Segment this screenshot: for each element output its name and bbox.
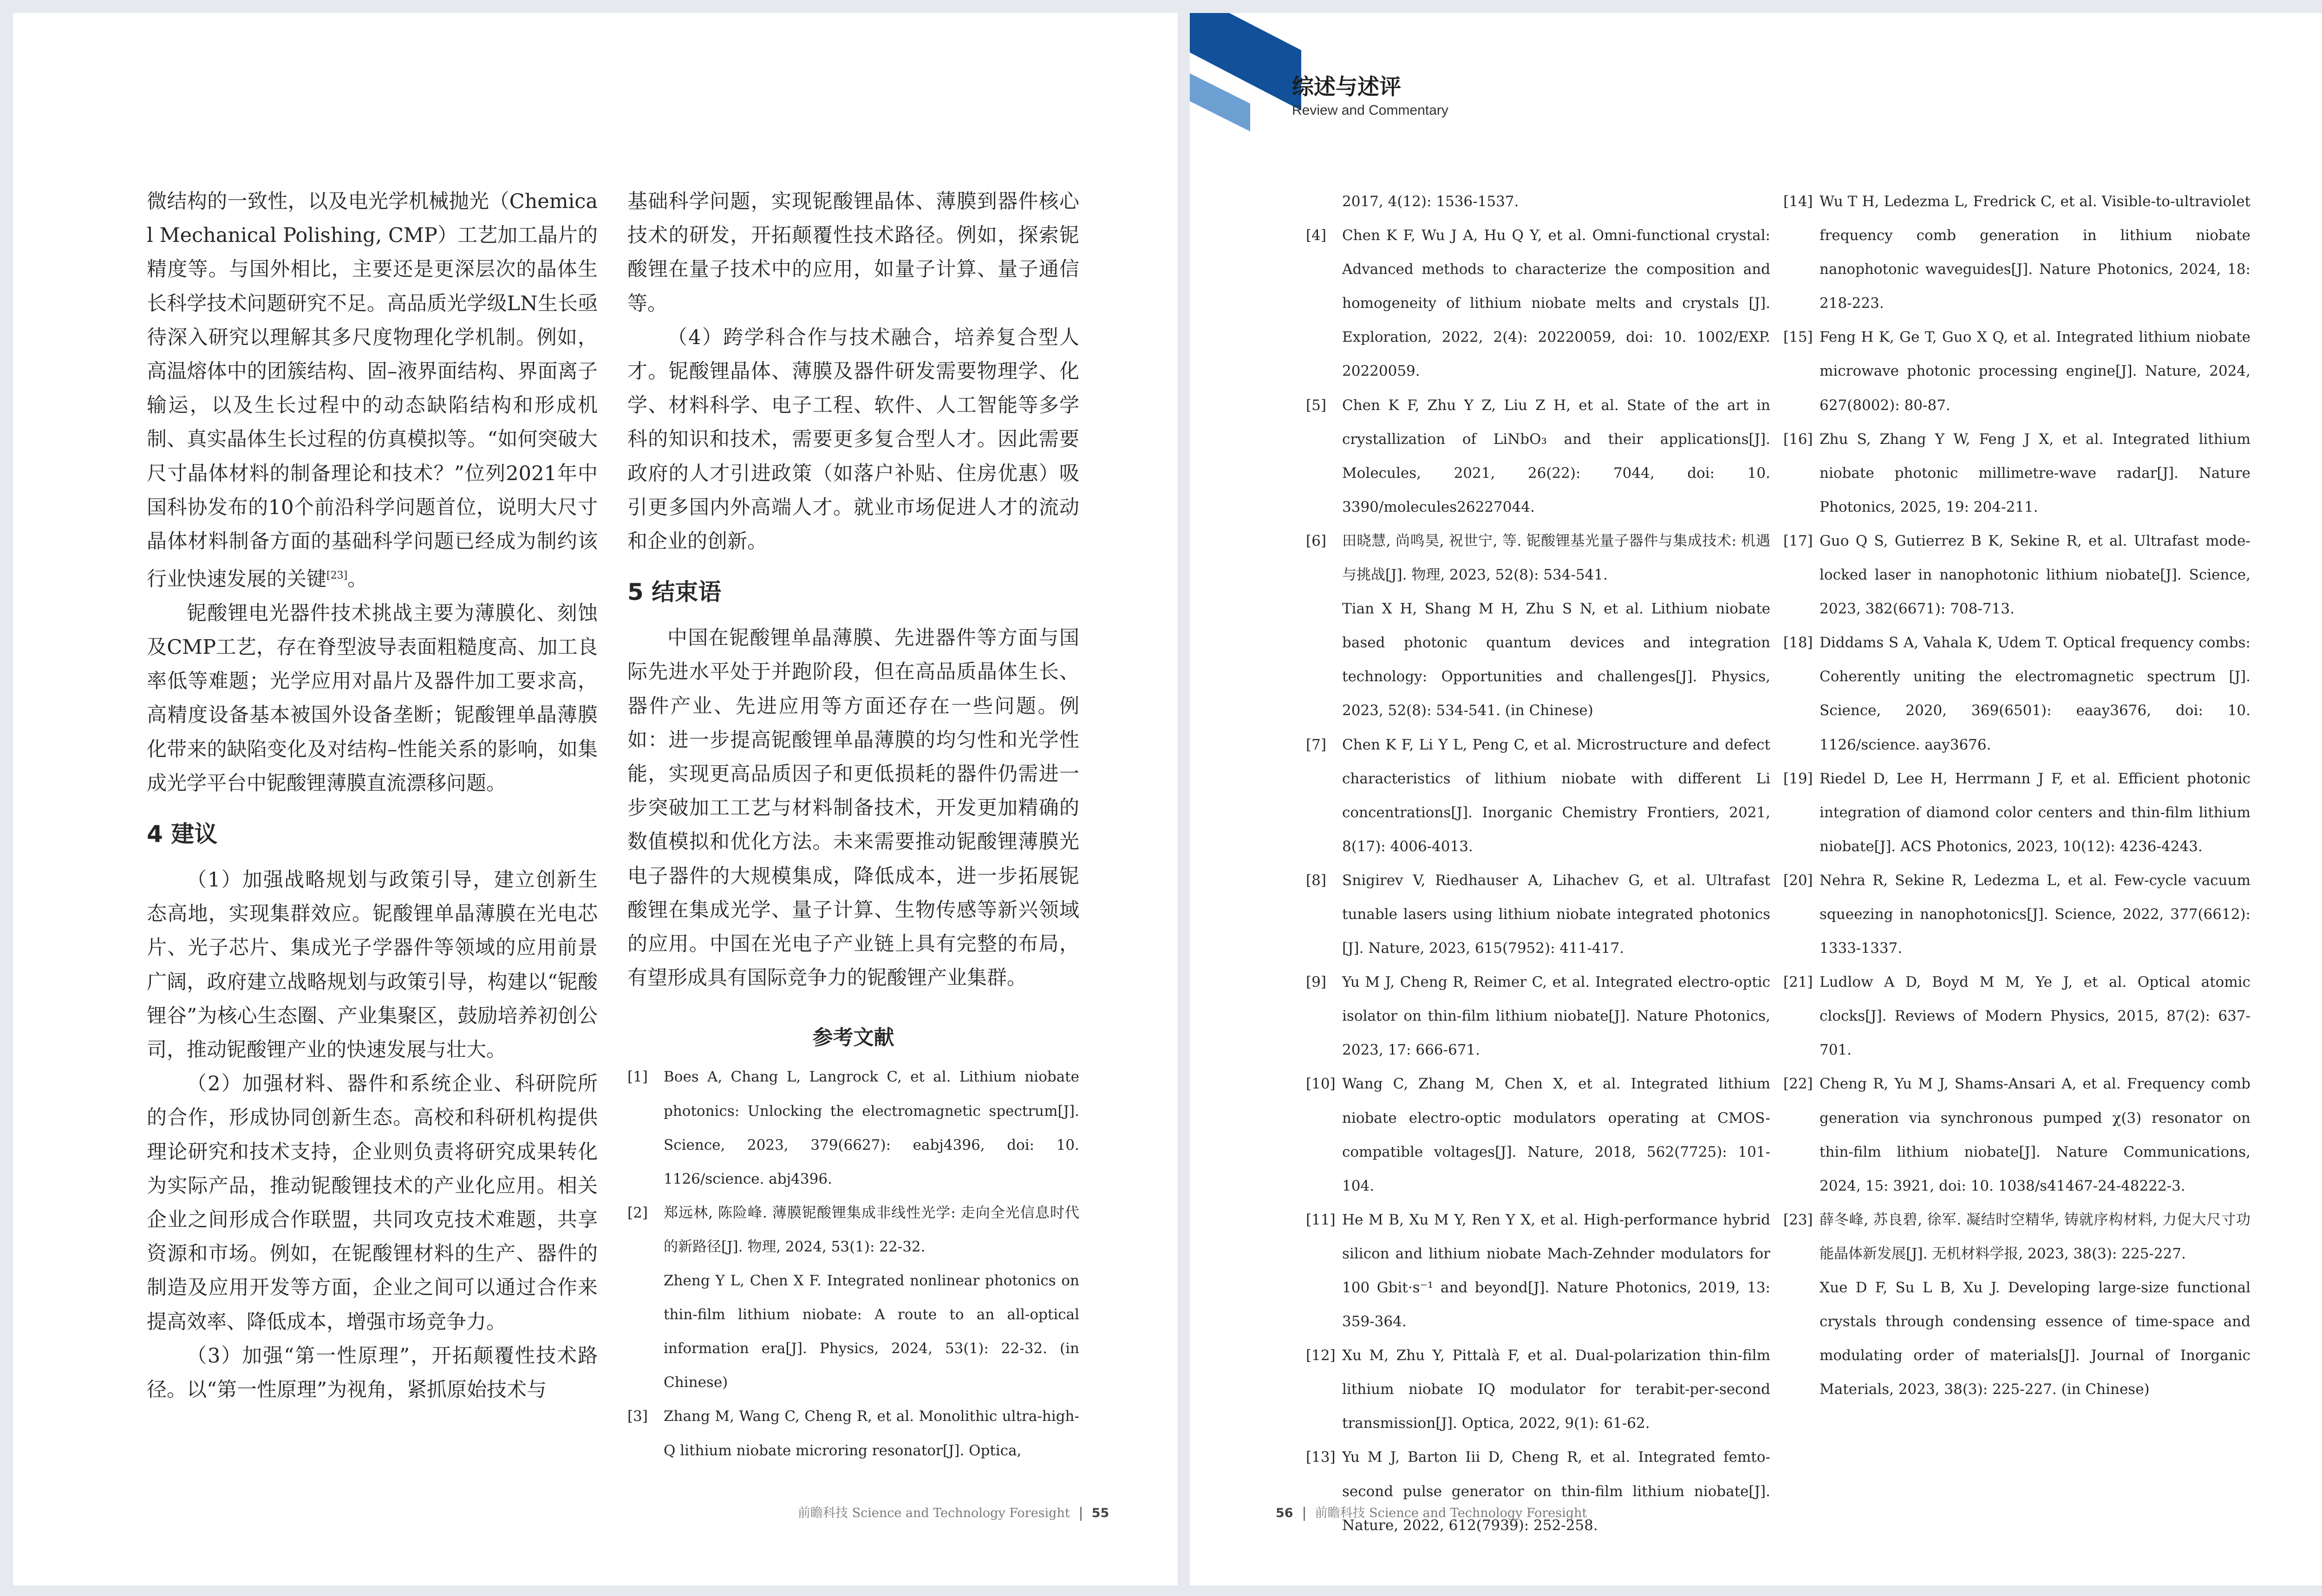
reference-number: [20] <box>1783 872 1813 889</box>
reference-number: [17] <box>1783 532 1813 549</box>
section-title-cn: 综述与述评 <box>1292 74 1401 100</box>
reference-number: [13] <box>1306 1449 1336 1466</box>
reference-text <box>1342 864 1770 965</box>
reference-line: Yu M J, Cheng R, Reimer C, et al. Integrated electro-optic isolator on thin-film lithium niobate[J]. Nature Photonics, 2023, 17: 666-671. <box>1342 974 1770 1059</box>
reference-item <box>1783 524 2250 626</box>
reference-number: [9] <box>1306 974 1326 991</box>
reference-number: [14] <box>1783 193 1813 210</box>
footer-divider <box>1304 1507 1305 1521</box>
reference-number: [6] <box>1306 532 1326 549</box>
paragraph: （4）跨学科合作与技术融合，培养复合型人才。铌酸锂晶体、薄膜及器件研发需要物理学、化学、材料科学、电子工程、软件、人工智能等多学科的知识和技术，需要更多复合型人才。因此需要政府的人才引进政策（如落户补贴、住房优惠）吸引更多国内外高端人才。就业市场促进人才的流动和企业的创新。 <box>627 326 1079 554</box>
reference-item <box>1306 389 1770 524</box>
reference-item <box>627 1196 1079 1400</box>
reference-item <box>1306 219 1770 388</box>
reference-line: Riedel D, Lee H, Herrmann J F, et al. Efficient photonic integration of diamond color centers and thin-film lithium niobate[J]. ACS Photonics, 2023, 10(12): 4236-4243. <box>1820 770 2250 855</box>
reference-number: [23] <box>1783 1211 1813 1228</box>
reference-item <box>1306 1203 1770 1339</box>
reference-line: 薛冬峰, 苏良碧, 徐军. 凝结时空精华, 铸就序构材料, 力促大尺寸功能晶体新发展[J]. 无机材料学报, 2023, 38(3): 225-227. <box>1820 1211 2250 1262</box>
reference-item <box>1306 864 1770 965</box>
reference-line: Tian X H, Shang M H, Zhu S N, et al. Lithium niobate based photonic quantum devices and integration technology: Opportunities and challenges[J]. Physics, 2023, 52(8): 534-541. (in Chinese) <box>1342 600 1770 719</box>
reference-text <box>664 1196 1079 1400</box>
reference-item <box>1783 423 2250 524</box>
reference-line: 郑远林, 陈险峰. 薄膜铌酸锂集成非线性光学: 走向全光信息时代的新路径[J]. 物理, 2024, 53(1): 22-32. <box>664 1204 1079 1255</box>
reference-item <box>627 1060 1079 1196</box>
reference-text <box>1820 185 2250 320</box>
reference-text <box>1820 626 2250 762</box>
reference-text <box>1820 762 2250 864</box>
section-label <box>1292 73 1448 120</box>
page-number: 55 <box>1091 1506 1109 1520</box>
reference-line: Chen K F, Wu J A, Hu Q Y, et al. Omni-functional crystal: Advanced methods to characterize the composition and homogeneity of lithium niobate melts and crystals [J]. Exploration, 2022, 2(4): 20220059, doi: 10. 1002/EXP. 20220059. <box>1342 227 1770 380</box>
reference-line: Diddams S A, Vahala K, Udem T. Optical frequency combs: Coherently uniting the electromagnetic spectrum [J]. Science, 2020, 369(6501): eaay3676, doi: 10. 1126/science. aay3676. <box>1820 634 2250 753</box>
reference-text <box>1342 1339 1770 1440</box>
reference-line: Xue D F, Su L B, Xu J. Developing large-size functional crystals through condensing essence of time-space and modulating order of materials[J]. Journal of Inorganic Materials, 2023, 38(3): 225-227. (in Chinese) <box>1820 1279 2250 1398</box>
reference-line: Zhu S, Zhang Y W, Feng J X, et al. Integrated lithium niobate photonic millimetre-wave radar[J]. Nature Photonics, 2025, 19: 204-211. <box>1820 430 2250 515</box>
left-column-2 <box>627 185 1079 1468</box>
page-56 <box>1190 13 2322 1585</box>
reference-text <box>1342 185 1770 219</box>
reference-line: Xu M, Zhu Y, Pittalà F, et al. Dual-polarization thin-film lithium niobate IQ modulator for terabit-per-second transmission[J]. Optica, 2022, 9(1): 61-62. <box>1342 1347 1770 1432</box>
reference-item <box>1783 320 2250 422</box>
reference-list <box>1306 185 1770 1543</box>
reference-line: 2017, 4(12): 1536-1537. <box>1342 193 1519 210</box>
reference-text <box>1342 219 1770 388</box>
journal-name: 前瞻科技 Science and Technology Foresight <box>798 1506 1070 1520</box>
reference-text <box>664 1400 1079 1467</box>
reference-text <box>1342 389 1770 524</box>
page-footer <box>1276 1503 1587 1521</box>
reference-number: [3] <box>627 1408 648 1425</box>
page-number: 56 <box>1276 1506 1293 1520</box>
reference-item <box>1783 1067 2250 1203</box>
reference-text <box>1342 965 1770 1067</box>
reference-text <box>1342 1440 1770 1542</box>
reference-line: Feng H K, Ge T, Guo X Q, et al. Integrated lithium niobate microwave photonic processing engine[J]. Nature, 2024, 627(8002): 80-87. <box>1820 329 2250 414</box>
reference-number: [4] <box>1306 227 1326 244</box>
reference-number: [18] <box>1783 634 1813 651</box>
paragraph: 中国在铌酸锂单晶薄膜、先进器件等方面与国际先进水平处于并跑阶段，但在高品质晶体生长、器件产业、先进应用等方面还存在一些问题。例如：进一步提高铌酸锂单晶薄膜的均匀性和光学性能，实现更高品质因子和更低损耗的器件仍需进一步突破加工工艺与材料制备技术，开发更加精确的数值模拟和优化方法。未来需要推动铌酸锂薄膜光电子器件的大规模集成，降低成本，进一步拓展铌酸锂在集成光学、量子计算、生物传感等新兴领域的应用。中国在光电子产业链上具有完整的布局，有望形成具有国际竞争力的铌酸锂产业集群。 <box>627 626 1079 990</box>
reference-number: [2] <box>627 1204 648 1221</box>
reference-number: [15] <box>1783 329 1813 346</box>
journal-name: 前瞻科技 Science and Technology Foresight <box>1315 1506 1587 1520</box>
reference-line: Zhang M, Wang C, Cheng R, et al. Monolithic ultra-high-Q lithium niobate microring resonator[J]. Optica, <box>664 1408 1079 1459</box>
reference-text <box>1342 728 1770 864</box>
reference-number: [21] <box>1783 974 1813 991</box>
reference-number: [19] <box>1783 770 1813 787</box>
reference-item <box>1783 864 2250 965</box>
reference-item <box>627 1400 1079 1467</box>
section-banner-logo <box>1190 13 1301 138</box>
reference-line: Zheng Y L, Chen X F. Integrated nonlinear photonics on thin-film lithium niobate: A route to an all-optical information era[J]. Physics, 2024, 53(1): 22-32. (in Chinese) <box>664 1272 1079 1391</box>
paragraph: 微结构的一致性，以及电光学机械抛光（Chemical Mechanical Polishing, CMP）工艺加工晶片的精度等。与国外相比，主要还是更深层次的晶体生长科学技术问题研究不足。高品质光学级LN生长亟待深入研究以理解其多尺度物理化学机制。例如，高温熔体中的团簇结构、固–液界面结构、界面离子输运，以及生长过程中的动态缺陷结构和形成机制、真实晶体生长过程的仿真模拟等。“如何突破大尺寸晶体材料的制备理论和技术？”位列2021年中国科协发布的10个前沿科学问题首位，说明大尺寸晶体材料制备方面的基础科学问题已经成为制约该行业快速发展的关键[23]。 <box>147 190 598 591</box>
reference-line: 田晓慧, 尚鸣昊, 祝世宁, 等. 铌酸锂基光量子器件与集成技术: 机遇与挑战[J]. 物理, 2023, 52(8): 534-541. <box>1342 532 1770 584</box>
reference-number: [12] <box>1306 1347 1336 1364</box>
reference-text <box>1820 965 2250 1067</box>
reference-item <box>1783 1203 2250 1407</box>
reference-text <box>1820 423 2250 524</box>
reference-item <box>1306 524 1770 728</box>
reference-number: [5] <box>1306 397 1326 414</box>
reference-number: [1] <box>627 1068 648 1086</box>
reference-number: [16] <box>1783 430 1813 448</box>
reference-line: Cheng R, Yu M J, Shams-Ansari A, et al. Frequency comb generation via synchronous pumped χ(3) resonator on thin-film lithium niobate[J]. Nature Communications, 2024, 15: 3921, doi: 10. 1038/s41467-24-48222-3. <box>1820 1075 2250 1194</box>
citation-superscript: [23] <box>326 570 348 582</box>
reference-line: Nehra R, Sekine R, Ledezma L, et al. Few-cycle vacuum squeezing in nanophotonics[J]. Science, 2022, 377(6612): 1333-1337. <box>1820 872 2250 957</box>
right-column-2 <box>1783 185 2250 1407</box>
left-column-1 <box>147 185 598 1407</box>
reference-line: Ludlow A D, Boyd M M, Ye J, et al. Optical atomic clocks[J]. Reviews of Modern Physics, 2015, 87(2): 637-701. <box>1820 974 2250 1059</box>
section-heading-4: 4 建议 <box>147 820 218 847</box>
paragraph: （3）加强“第一性原理”，开拓颠覆性技术路径。以“第一性原理”为视角，紧抓原始技术与 <box>147 1344 598 1402</box>
reference-number: [7] <box>1306 736 1326 753</box>
reference-item <box>1306 1067 1770 1203</box>
reference-item <box>1306 1339 1770 1440</box>
reference-line: Yu M J, Barton Iii D, Cheng R, et al. Integrated femto-second pulse generator on thin-film lithium niobate[J]. Nature, 2022, 612(7939): 252-258. <box>1342 1449 1770 1534</box>
section-heading-5: 5 结束语 <box>627 579 722 606</box>
reference-number: [10] <box>1306 1075 1336 1093</box>
reference-number: [8] <box>1306 872 1326 889</box>
reference-text <box>1342 1067 1770 1203</box>
reference-line: He M B, Xu M Y, Ren Y X, et al. High-performance hybrid silicon and lithium niobate Mach-Zehnder modulators for 100 Gbit·s⁻¹ and beyond[J]. Nature Photonics, 2019, 13: 359-364. <box>1342 1211 1770 1330</box>
reference-text <box>1820 864 2250 965</box>
right-column-1 <box>1306 185 1770 1543</box>
page-footer <box>798 1503 1109 1521</box>
reference-item <box>1783 626 2250 762</box>
reference-number: [11] <box>1306 1211 1336 1228</box>
reference-number <box>1306 185 1342 219</box>
footer-divider <box>1080 1507 1082 1521</box>
reference-list <box>627 1060 1079 1467</box>
banner-stripe-light <box>1190 73 1250 131</box>
reference-line: Wang C, Zhang M, Chen X, et al. Integrated lithium niobate electro-optic modulators operating at CMOS-compatible voltages[J]. Nature, 2018, 562(7725): 101-104. <box>1342 1075 1770 1194</box>
reference-item <box>1306 728 1770 864</box>
paragraph: （2）加强材料、器件和系统企业、科研院所的合作，形成协同创新生态。高校和科研机构提供理论研究和技术支持，企业则负责将研究成果转化为实际产品，推动铌酸锂技术的产业化应用。相关企业之间形成合作联盟，共同攻克技术难题，共享资源和市场。例如，在铌酸锂材料的生产、器件的制造及应用开发等方面，企业之间可以通过合作来提高效率、降低成本，增强市场竞争力。 <box>147 1072 598 1334</box>
reference-text <box>1342 524 1770 728</box>
reference-list <box>1783 185 2250 1407</box>
reference-text <box>664 1060 1079 1196</box>
reference-line: Snigirev V, Riedhauser A, Lihachev G, et al. Ultrafast tunable lasers using lithium niobate integrated photonics [J]. Nature, 2023, 615(7952): 411-417. <box>1342 872 1770 957</box>
reference-item <box>1783 965 2250 1067</box>
reference-text <box>1820 1067 2250 1203</box>
reference-text <box>1342 1203 1770 1339</box>
reference-line: Boes A, Chang L, Langrock C, et al. Lithium niobate photonics: Unlocking the electromagnetic spectrum[J]. Science, 2023, 379(6627): eabj4396, doi: 10. 1126/science. abj4396. <box>664 1068 1079 1187</box>
references-title: 参考文献 <box>812 1026 894 1050</box>
reference-item <box>1783 185 2250 320</box>
reference-item <box>1306 185 1770 219</box>
paragraph: （1）加强战略规划与政策引导，建立创新生态高地，实现集群效应。铌酸锂单晶薄膜在光电芯片、光子芯片、集成光子学器件等领域的应用前景广阔，政府建立战略规划与政策引导，构建以“铌酸锂谷”为核心生态圈、产业集聚区，鼓励培养初创公司，推动铌酸锂产业的快速发展与壮大。 <box>147 868 598 1062</box>
section-title-en: Review and Commentary <box>1292 103 1448 118</box>
reference-text <box>1820 524 2250 626</box>
reference-item <box>1306 965 1770 1067</box>
reference-line: Guo Q S, Gutierrez B K, Sekine R, et al. Ultrafast mode-locked laser in nanophotonic lithium niobate[J]. Science, 2023, 382(6671): 708-713. <box>1820 532 2250 618</box>
paragraph: 铌酸锂电光器件技术挑战主要为薄膜化、刻蚀及CMP工艺，存在脊型波导表面粗糙度高、加工良率低等难题；光学应用对晶片及器件加工要求高，高精度设备基本被国外设备垄断；铌酸锂单晶薄膜化带来的缺陷变化及对结构–性能关系的影响，如集成光学平台中铌酸锂薄膜直流漂移问题。 <box>147 601 598 795</box>
reference-line: Chen K F, Zhu Y Z, Liu Z H, et al. State of the art in crystallization of LiNbO₃ and their applications[J]. Molecules, 2021, 26(22): 7044, doi: 10. 3390/molecules26227044. <box>1342 397 1770 515</box>
reference-line: Chen K F, Li Y L, Peng C, et al. Microstructure and defect characteristics of lithium niobate with different Li concentrations[J]. Inorganic Chemistry Frontiers, 2021, 8(17): 4006-4013. <box>1342 736 1770 855</box>
reference-item <box>1306 1440 1770 1542</box>
reference-text <box>1820 1203 2250 1407</box>
reference-line: Wu T H, Ledezma L, Fredrick C, et al. Visible-to-ultraviolet frequency comb generation in lithium niobate nanophotonic waveguides[J]. Nature Photonics, 2024, 18: 218-223. <box>1820 193 2250 312</box>
reference-number: [22] <box>1783 1075 1813 1093</box>
reference-item <box>1783 762 2250 864</box>
page-55 <box>13 13 1178 1585</box>
reference-text <box>1820 320 2250 422</box>
paragraph: 基础科学问题，实现铌酸锂晶体、薄膜到器件核心技术的研发，开拓颠覆性技术路径。例如，探索铌酸锂在量子技术中的应用，如量子计算、量子通信等。 <box>627 190 1079 315</box>
